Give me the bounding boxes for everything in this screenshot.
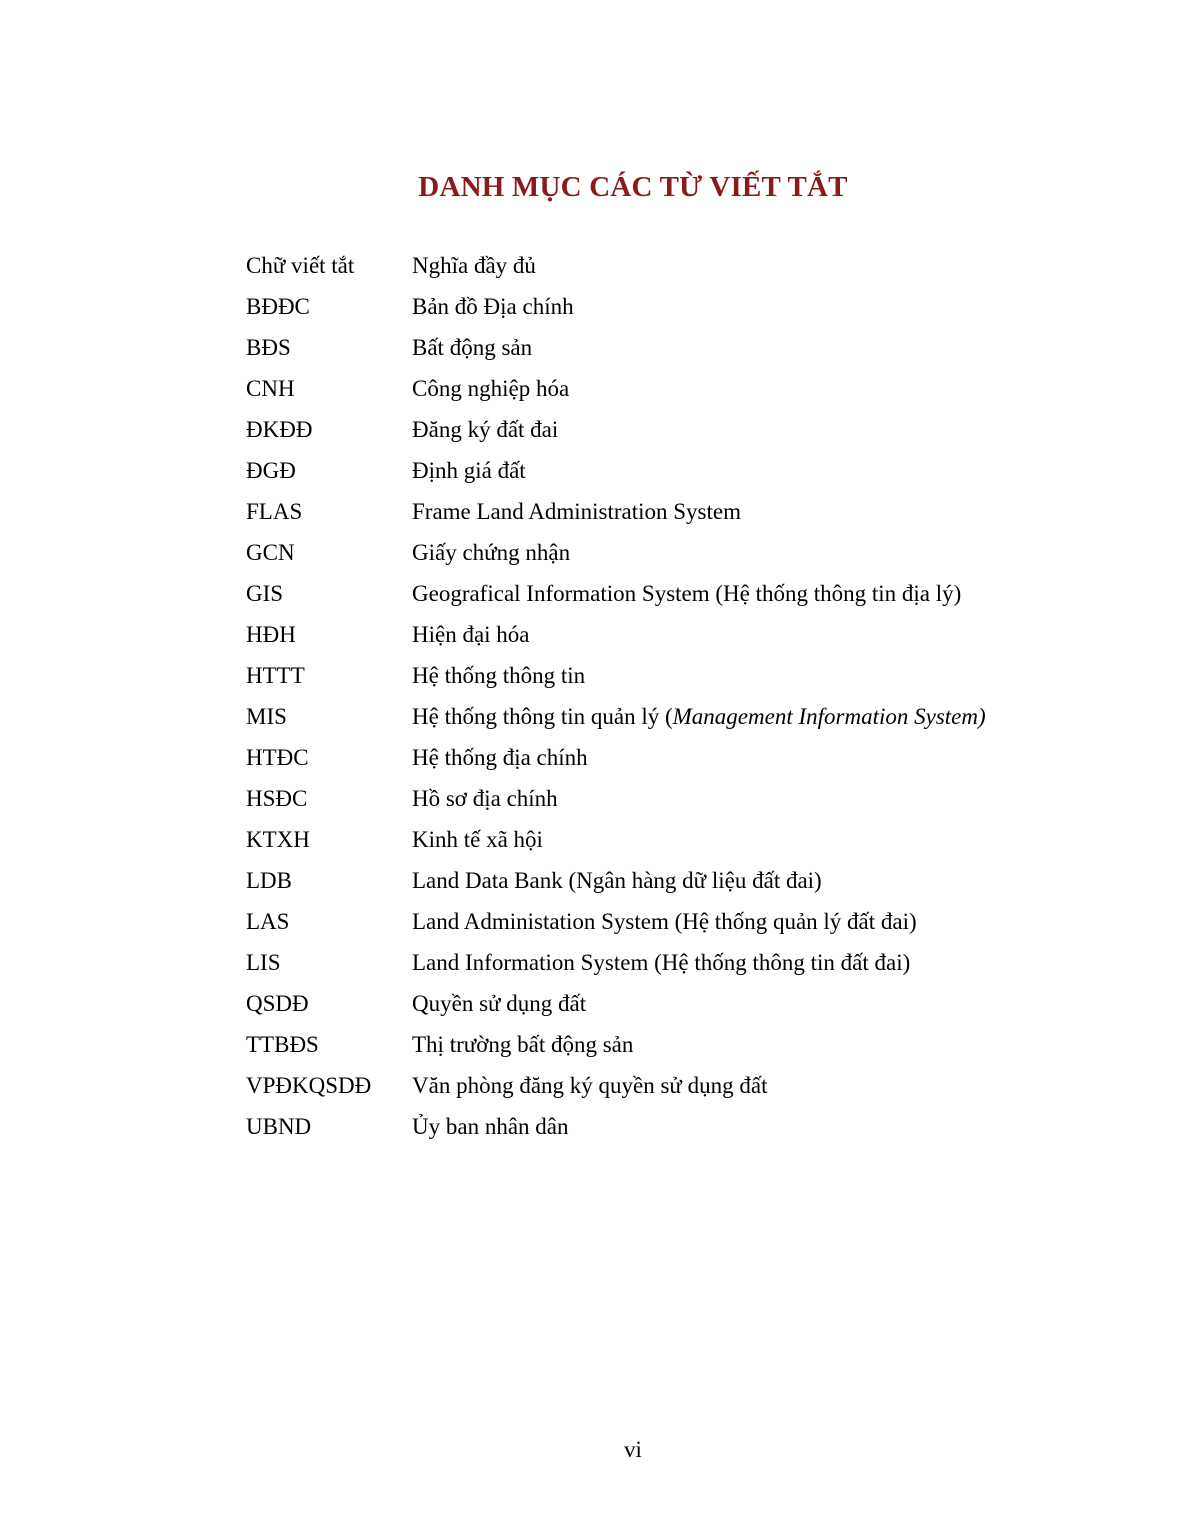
abbreviation-meaning	[412, 860, 822, 901]
abbreviation-code: HTTT	[246, 663, 305, 688]
table-row	[246, 819, 1046, 860]
meaning-text: Land Data Bank (Ngân hàng dữ liệu đất đai)	[412, 868, 822, 893]
meaning-text: Hệ thống địa chính	[412, 745, 588, 770]
abbreviation-code: ĐKĐĐ	[246, 417, 313, 442]
table-row	[246, 327, 1046, 368]
meaning-text: Định giá đất	[412, 458, 526, 483]
meaning-text: Kinh tế xã hội	[412, 827, 543, 852]
table-row	[246, 573, 1046, 614]
abbreviation-meaning	[412, 450, 526, 491]
abbreviation-meaning	[412, 1065, 768, 1106]
abbreviation-code: GIS	[246, 581, 284, 606]
table-row	[246, 655, 1046, 696]
table-row	[246, 614, 1046, 655]
header-meaning: Nghĩa đầy đủ	[412, 253, 536, 278]
table-row	[246, 1106, 1046, 1147]
abbreviation-meaning	[412, 614, 530, 655]
table-row	[246, 942, 1046, 983]
abbreviation-meaning	[412, 1106, 569, 1147]
abbreviation-code: MIS	[246, 704, 287, 729]
meaning-text: Giấy chứng nhận	[412, 540, 571, 565]
abbreviation-code: GCN	[246, 540, 295, 565]
abbreviation-code: HTĐC	[246, 745, 309, 770]
table-row	[246, 696, 1046, 737]
abbreviation-meaning	[412, 573, 961, 614]
meaning-text: Hệ thống thông tin quản lý (	[412, 704, 673, 729]
table-row	[246, 532, 1046, 573]
abbreviation-code: LIS	[246, 950, 281, 975]
abbreviation-code: LAS	[246, 909, 290, 934]
meaning-text: Land Administation System (Hệ thống quản lý đất đai)	[412, 909, 917, 934]
table-row	[246, 368, 1046, 409]
table-row	[246, 778, 1046, 819]
abbreviation-meaning	[412, 983, 586, 1024]
table-row	[246, 286, 1046, 327]
table-row	[246, 1065, 1046, 1106]
meaning-text: Hồ sơ địa chính	[412, 786, 558, 811]
abbreviation-code: BĐS	[246, 335, 291, 360]
abbreviation-meaning	[412, 737, 588, 778]
abbreviation-meaning	[412, 286, 574, 327]
abbreviation-meaning	[412, 491, 741, 532]
abbreviation-code: KTXH	[246, 827, 310, 852]
meaning-text: Đăng ký đất đai	[412, 417, 559, 442]
meaning-italic-text: Management Information System)	[672, 704, 986, 729]
abbreviation-code: FLAS	[246, 499, 303, 524]
meaning-text: Frame Land Administration System	[412, 499, 741, 524]
abbreviation-rows	[246, 286, 1046, 1147]
abbreviation-meaning	[412, 532, 570, 573]
abbreviation-meaning	[412, 327, 532, 368]
meaning-text: Geografical Information System (Hệ thống thông tin địa lý)	[412, 581, 962, 606]
table-row	[246, 450, 1046, 491]
meaning-text: Công nghiệp hóa	[412, 376, 570, 401]
page-number: vi	[624, 1437, 642, 1462]
meaning-text: Bất động sản	[412, 335, 533, 360]
meaning-text: Land Information System (Hệ thống thông tin đất đai)	[412, 950, 911, 975]
abbreviation-code: LDB	[246, 868, 292, 893]
meaning-text: Văn phòng đăng ký quyền sử dụng đất	[412, 1073, 768, 1098]
table-row	[246, 491, 1046, 532]
abbreviation-code: CNH	[246, 376, 295, 401]
table-row	[246, 983, 1046, 1024]
abbreviation-meaning	[412, 901, 917, 942]
table-header-row	[246, 245, 1046, 286]
abbreviation-code: QSDĐ	[246, 991, 309, 1016]
abbreviation-meaning	[412, 368, 569, 409]
abbreviation-code: HĐH	[246, 622, 296, 647]
header-code: Chữ viết tắt	[246, 253, 355, 278]
table-row	[246, 409, 1046, 450]
abbreviation-code: VPĐKQSDĐ	[246, 1073, 372, 1098]
meaning-text: Thị trường bất động sản	[412, 1032, 634, 1057]
abbreviation-code: HSĐC	[246, 786, 308, 811]
meaning-text: Hiện đại hóa	[412, 622, 530, 647]
table-row	[246, 1024, 1046, 1065]
abbreviation-code: TTBĐS	[246, 1032, 319, 1057]
meaning-text: Ủy ban nhân dân	[412, 1114, 569, 1139]
table-row	[246, 901, 1046, 942]
meaning-text: Hệ thống thông tin	[412, 663, 586, 688]
abbreviation-meaning	[412, 942, 910, 983]
meaning-text: Bản đồ Địa chính	[412, 294, 574, 319]
abbreviation-meaning	[412, 409, 558, 450]
abbreviation-code: BĐĐC	[246, 294, 310, 319]
table-row	[246, 860, 1046, 901]
abbreviation-meaning	[412, 696, 986, 737]
abbreviation-meaning	[412, 1024, 633, 1065]
abbreviation-table	[246, 245, 1046, 1147]
abbreviation-meaning	[412, 778, 558, 819]
abbreviation-code: UBND	[246, 1114, 312, 1139]
page-title: DANH MỤC CÁC TỪ VIẾT TẮT	[418, 171, 848, 204]
meaning-text: Quyền sử dụng đất	[412, 991, 587, 1016]
abbreviation-meaning	[412, 655, 585, 696]
abbreviation-code: ĐGĐ	[246, 458, 296, 483]
table-row	[246, 737, 1046, 778]
abbreviation-meaning	[412, 819, 543, 860]
